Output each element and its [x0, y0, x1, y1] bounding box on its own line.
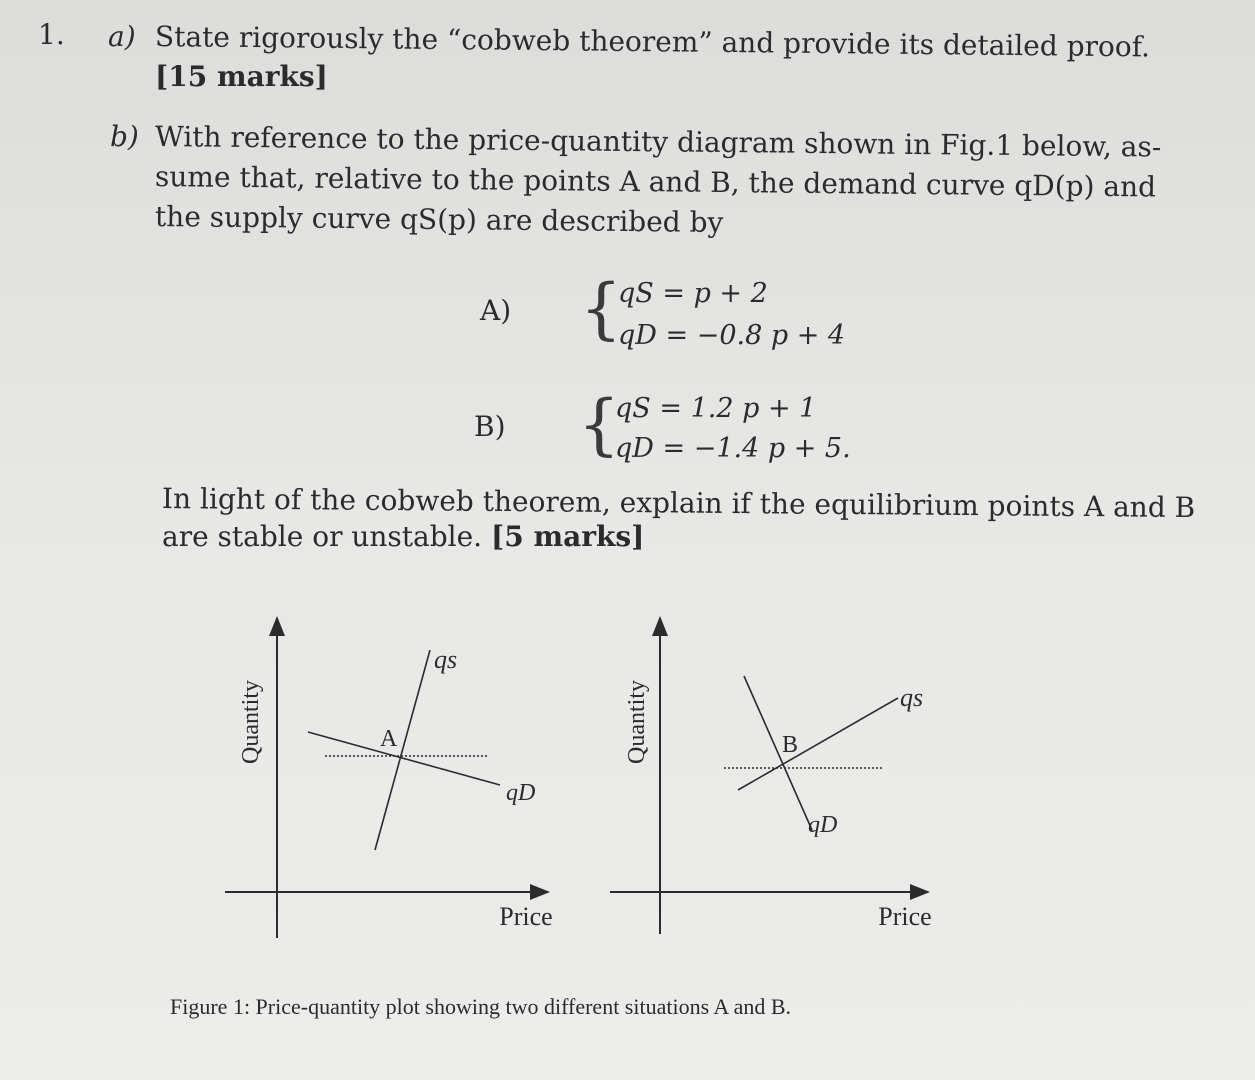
part-b-label: b) — [110, 120, 139, 153]
prompt-text: are stable or unstable. — [162, 520, 483, 553]
system-a-demand-eq: qD = −0.8 p + 4 — [618, 320, 846, 351]
question-number: 1. — [38, 18, 65, 51]
left-demand-label: qD — [506, 780, 536, 806]
right-plot — [610, 618, 932, 934]
part-b-line-2: sume that, relative to the points A and B, the demand curve qD(p) and — [154, 160, 1157, 204]
prompt-line-1: In light of the cobweb theorem, explain if the equilibrium points A and B — [161, 482, 1196, 525]
part-a-marks: [15 marks] — [155, 60, 328, 93]
right-supply-line — [738, 698, 898, 790]
part-a-text: State rigorously the “cobweb theorem” and provide its detailed proof. — [154, 20, 1151, 64]
system-b-brace: { — [578, 386, 620, 463]
system-a-supply-eq: qS = p + 2 — [618, 278, 768, 309]
prompt-line-2 — [162, 518, 644, 556]
left-x-label: Price — [499, 902, 553, 931]
system-b-demand-eq: qD = −1.4 p + 5. — [615, 433, 851, 464]
system-a-brace: { — [580, 270, 622, 347]
figure-1 — [0, 580, 1255, 960]
left-plot — [225, 618, 553, 938]
system-b-supply-eq: qS = 1.2 p + 1 — [615, 393, 817, 424]
left-demand-line — [308, 732, 500, 785]
right-point-label: B — [782, 732, 799, 758]
left-point-label: A — [380, 726, 398, 752]
right-demand-label: qD — [808, 812, 838, 838]
right-y-label: Quantity — [624, 680, 650, 764]
left-supply-label: qs — [434, 645, 458, 674]
figure-caption: Figure 1: Price-quantity plot showing two different situations A and B. — [170, 994, 792, 1019]
system-b-label: B) — [474, 410, 506, 443]
system-a-label: A) — [480, 294, 512, 327]
left-y-label: Quantity — [238, 680, 264, 764]
part-b-line-1: With reference to the price-quantity diagram shown in Fig.1 below, as- — [154, 120, 1162, 164]
right-supply-label: qs — [900, 683, 924, 712]
part-b-line-3: the supply curve qS(p) are described by — [154, 200, 724, 239]
right-x-label: Price — [878, 902, 932, 931]
part-a-label: a) — [108, 20, 136, 53]
prompt-marks: [5 marks] — [491, 520, 645, 553]
